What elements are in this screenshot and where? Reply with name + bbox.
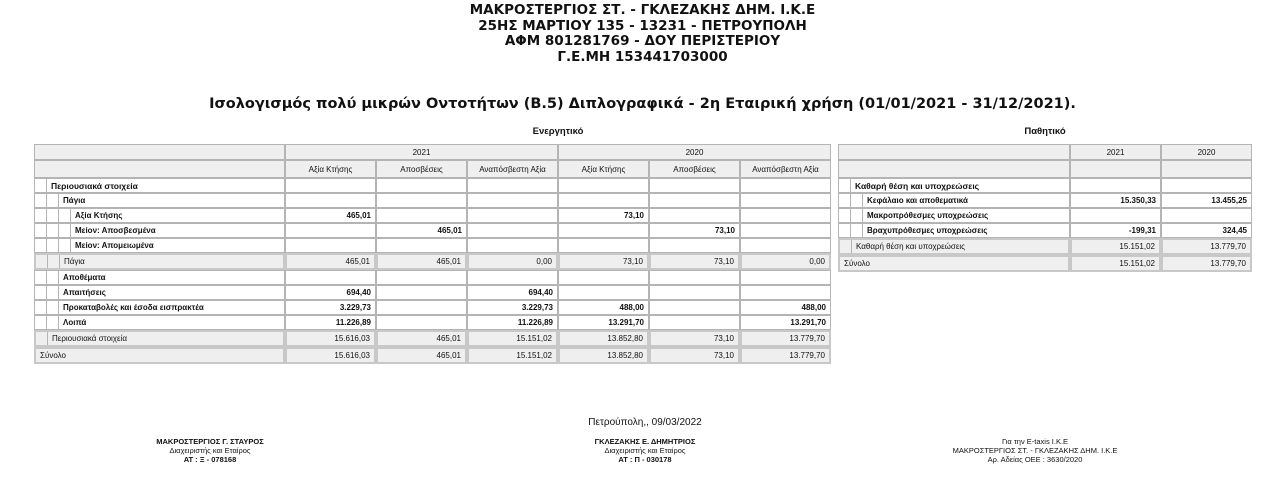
row-label-text: Καθαρή θέση και υποχρεώσεις <box>856 242 966 251</box>
liabilities-blank-header-row <box>838 160 1252 178</box>
row-label <box>34 253 285 270</box>
col-header-acquisition-2021: Αξία Κτήσης <box>285 160 376 178</box>
liabilities-row <box>838 223 1252 238</box>
assets-table <box>34 144 831 364</box>
value-cell <box>285 223 376 238</box>
indent-guide <box>58 300 59 315</box>
header-blank <box>34 160 285 178</box>
value-cell: 73,10 <box>649 223 740 238</box>
indent-guide <box>70 238 71 253</box>
value-cell <box>467 270 558 285</box>
value-cell: 15.151,02 <box>467 330 558 347</box>
row-label <box>838 178 1070 193</box>
liabilities-table <box>838 144 1252 272</box>
assets-year-2020: 2020 <box>558 144 831 160</box>
value-cell: 13.779,70 <box>740 347 831 364</box>
row-label <box>34 208 285 223</box>
row-label-text: Σύνολο <box>844 259 870 268</box>
indent-guide <box>862 193 863 208</box>
value-cell <box>740 208 831 223</box>
row-label <box>838 238 1070 255</box>
liabilities-row <box>838 208 1252 223</box>
company-registry: Γ.Ε.ΜΗ 153441703000 <box>557 48 728 65</box>
value-cell <box>285 238 376 253</box>
header-blank <box>838 160 1070 178</box>
value-cell <box>649 238 740 253</box>
liabilities-year-2021: 2021 <box>1070 144 1161 160</box>
value-cell <box>558 285 649 300</box>
value-cell: 465,01 <box>376 253 467 270</box>
indent-guide <box>46 300 47 315</box>
assets-year-2021: 2021 <box>285 144 558 160</box>
company-header <box>0 3 1285 65</box>
value-cell <box>649 193 740 208</box>
value-cell <box>740 178 831 193</box>
col-header-acquisition-2020: Αξία Κτήσης <box>558 160 649 178</box>
liabilities-section-title: Παθητικό <box>1024 126 1066 137</box>
accountant-firm: Για την E-taxis Ι.Κ.Ε <box>1001 437 1069 446</box>
value-cell: 13.852,80 <box>558 347 649 364</box>
indent-guide <box>851 239 852 254</box>
value-cell: 465,01 <box>376 223 467 238</box>
assets-year-header-row <box>34 144 831 160</box>
row-label-text: Πάγια <box>64 257 85 266</box>
accountant-license: Αρ. Αδείας ΟΕΕ : 3630/2020 <box>987 455 1083 464</box>
indent-guide <box>46 285 47 300</box>
row-label-text: Προκαταβολές και έσοδα εισπρακτέα <box>63 303 204 312</box>
row-label <box>34 270 285 285</box>
value-cell <box>1070 178 1161 193</box>
value-cell: 694,40 <box>285 285 376 300</box>
value-cell <box>649 300 740 315</box>
col-header-depreciation-2021: Αποσβέσεις <box>376 160 467 178</box>
value-cell <box>376 238 467 253</box>
indent-guide <box>58 315 59 330</box>
value-cell <box>376 270 467 285</box>
value-cell <box>467 223 558 238</box>
assets-section-title: Ενεργητικό <box>532 126 584 137</box>
value-cell <box>649 178 740 193</box>
row-label-text: Βραχυπρόθεσμες υποχρεώσεις <box>867 226 988 235</box>
row-label-text: Σύνολο <box>40 351 66 360</box>
value-cell: 13.455,25 <box>1161 193 1252 208</box>
col-header-net-value-2021: Αναπόσβεστη Αξία <box>467 160 558 178</box>
header-blank <box>1161 160 1252 178</box>
indent-guide <box>850 208 851 223</box>
header-blank <box>1070 160 1161 178</box>
row-label <box>34 330 285 347</box>
value-cell: 694,40 <box>467 285 558 300</box>
row-label-text: Αποθέματα <box>63 273 106 282</box>
value-cell <box>1070 208 1161 223</box>
signatory-id: ΑΤ : Π - 030178 <box>618 455 672 464</box>
indent-guide <box>862 208 863 223</box>
value-cell: 324,45 <box>1161 223 1252 238</box>
signatory-role: Διαχειριστής και Εταίρος <box>604 446 686 455</box>
value-cell: 488,00 <box>740 300 831 315</box>
signatory-name: ΓΚΛΕΖΑΚΗΣ Ε. ΔΗΜΗΤΡΙΟΣ <box>594 437 696 446</box>
value-cell <box>558 238 649 253</box>
value-cell <box>467 238 558 253</box>
company-tax-id: ΑΦΜ 801281769 - ΔΟΥ ΠΕΡΙΣΤΕΡΙΟΥ <box>504 33 781 49</box>
assets-row <box>34 238 831 253</box>
signatory-1 <box>110 437 310 464</box>
liabilities-row <box>838 255 1252 272</box>
row-label <box>34 300 285 315</box>
value-cell: 13.852,80 <box>558 330 649 347</box>
value-cell: 0,00 <box>467 253 558 270</box>
col-header-net-value-2020: Αναπόσβεστη Αξία <box>740 160 831 178</box>
value-cell <box>740 285 831 300</box>
value-cell: 488,00 <box>558 300 649 315</box>
row-label <box>838 223 1070 238</box>
value-cell <box>467 178 558 193</box>
assets-row <box>34 300 831 315</box>
indent-guide <box>46 193 47 208</box>
value-cell <box>649 315 740 330</box>
value-cell <box>285 193 376 208</box>
row-label-text: Απαιτήσεις <box>63 288 106 297</box>
indent-guide <box>862 223 863 238</box>
value-cell <box>558 193 649 208</box>
row-label-text: Μείον: Αποσβεσμένα <box>75 226 156 235</box>
indent-guide <box>47 331 48 346</box>
value-cell <box>1161 208 1252 223</box>
row-label-text: Μείον: Απομειωμένα <box>75 241 154 250</box>
value-cell <box>376 193 467 208</box>
value-cell <box>740 223 831 238</box>
value-cell <box>285 178 376 193</box>
value-cell <box>376 300 467 315</box>
value-cell <box>649 208 740 223</box>
row-label <box>34 223 285 238</box>
header-blank <box>34 144 285 160</box>
header-blank <box>838 144 1070 160</box>
value-cell: 15.350,33 <box>1070 193 1161 208</box>
indent-guide <box>46 178 47 193</box>
value-cell: 15.151,02 <box>1070 238 1161 255</box>
value-cell: 15.616,03 <box>285 330 376 347</box>
row-label-text: Πάγια <box>63 196 86 205</box>
assets-row <box>34 315 831 330</box>
value-cell: 465,01 <box>285 208 376 223</box>
value-cell: 15.151,02 <box>1070 255 1161 272</box>
assets-row <box>34 193 831 208</box>
value-cell: 73,10 <box>649 330 740 347</box>
accountant-signatory <box>920 437 1150 464</box>
value-cell: 13.291,70 <box>740 315 831 330</box>
value-cell: 465,01 <box>376 347 467 364</box>
value-cell: 11.226,89 <box>467 315 558 330</box>
value-cell <box>376 285 467 300</box>
value-cell <box>740 193 831 208</box>
indent-guide <box>850 178 851 193</box>
assets-row <box>34 347 831 364</box>
row-label-text: Μακροπρόθεσμες υποχρεώσεις <box>867 211 989 220</box>
liabilities-year-2020: 2020 <box>1161 144 1252 160</box>
value-cell <box>467 208 558 223</box>
row-label-text: Περιουσιακά στοιχεία <box>52 334 127 343</box>
indent-guide <box>58 270 59 285</box>
value-cell: 0,00 <box>740 253 831 270</box>
row-label <box>838 193 1070 208</box>
indent-guide <box>59 254 60 269</box>
row-label <box>34 347 285 364</box>
row-label-text: Λοιπά <box>63 318 87 327</box>
value-cell <box>376 178 467 193</box>
value-cell <box>649 270 740 285</box>
row-label <box>838 208 1070 223</box>
value-cell <box>740 270 831 285</box>
indent-guide <box>46 315 47 330</box>
indent-guide <box>46 270 47 285</box>
value-cell: 73,10 <box>649 253 740 270</box>
value-cell <box>1161 178 1252 193</box>
value-cell: 11.226,89 <box>285 315 376 330</box>
assets-column-header-row <box>34 160 831 178</box>
indent-guide <box>46 223 47 238</box>
value-cell <box>740 238 831 253</box>
value-cell: 73,10 <box>558 253 649 270</box>
row-label <box>34 315 285 330</box>
indent-guide <box>58 208 59 223</box>
indent-guide <box>46 238 47 253</box>
report-title: Ισολογισμός πολύ μικρών Οντοτήτων (Β.5) Διπλογραφικά - 2η Εταιρική χρήση (01/01/2021 - 31/12/2021). <box>209 96 1076 112</box>
value-cell: 465,01 <box>376 330 467 347</box>
value-cell: 13.779,70 <box>1161 238 1252 255</box>
row-label <box>34 178 285 193</box>
indent-guide <box>850 193 851 208</box>
signatory-2 <box>545 437 745 464</box>
signatory-id: ΑΤ : Ξ - 078168 <box>183 455 237 464</box>
liabilities-row <box>838 178 1252 193</box>
value-cell: 13.779,70 <box>1161 255 1252 272</box>
row-label-text: Αξία Κτήσης <box>75 211 123 220</box>
value-cell <box>558 270 649 285</box>
value-cell <box>558 178 649 193</box>
indent-guide <box>70 208 71 223</box>
indent-guide <box>58 238 59 253</box>
value-cell <box>376 208 467 223</box>
value-cell <box>376 315 467 330</box>
assets-row <box>34 270 831 285</box>
value-cell: 13.779,70 <box>740 330 831 347</box>
liabilities-year-header-row <box>838 144 1252 160</box>
indent-guide <box>850 223 851 238</box>
indent-guide <box>58 193 59 208</box>
value-cell: 465,01 <box>285 253 376 270</box>
value-cell: 3.229,73 <box>285 300 376 315</box>
value-cell: 73,10 <box>649 347 740 364</box>
accountant-company: ΜΑΚΡΟΣΤΕΡΓΙΟΣ ΣΤ. - ΓΚΛΕΖΑΚΗΣ ΔΗΜ. Ι.Κ.Ε <box>952 446 1118 455</box>
assets-row <box>34 223 831 238</box>
value-cell <box>558 223 649 238</box>
value-cell: -199,31 <box>1070 223 1161 238</box>
value-cell: 15.151,02 <box>467 347 558 364</box>
value-cell <box>467 193 558 208</box>
col-header-depreciation-2020: Αποσβέσεις <box>649 160 740 178</box>
value-cell <box>285 270 376 285</box>
row-label <box>838 255 1070 272</box>
assets-row <box>34 285 831 300</box>
liabilities-row <box>838 238 1252 255</box>
assets-row <box>34 253 831 270</box>
value-cell: 15.616,03 <box>285 347 376 364</box>
signatory-role: Διαχειριστής και Εταίρος <box>169 446 251 455</box>
row-label-text: Περιουσιακά στοιχεία <box>51 180 138 191</box>
value-cell <box>649 285 740 300</box>
liabilities-row <box>838 193 1252 208</box>
indent-guide <box>58 223 59 238</box>
assets-row <box>34 208 831 223</box>
indent-guide <box>47 254 48 269</box>
place-date: Πετρούπολη,, 09/03/2022 <box>588 417 702 428</box>
value-cell: 13.291,70 <box>558 315 649 330</box>
signatory-name: ΜΑΚΡΟΣΤΕΡΓΙΟΣ Γ. ΣΤΑΥΡΟΣ <box>156 437 264 446</box>
value-cell: 3.229,73 <box>467 300 558 315</box>
company-name: ΜΑΚΡΟΣΤΕΡΓΙΟΣ ΣΤ. - ΓΚΛΕΖΑΚΗΣ ΔΗΜ. Ι.Κ.Ε <box>469 2 816 18</box>
row-label <box>34 238 285 253</box>
row-label-text: Κεφάλαιο και αποθεματικά <box>867 196 968 205</box>
assets-row <box>34 330 831 347</box>
company-address: 25ΗΣ ΜΑΡΤΙΟΥ 135 - 13231 - ΠΕΤΡΟΥΠΟΛΗ <box>478 17 807 34</box>
value-cell: 73,10 <box>558 208 649 223</box>
indent-guide <box>70 223 71 238</box>
assets-row <box>34 178 831 193</box>
row-label <box>34 285 285 300</box>
row-label-text: Καθαρή θέση και υποχρεώσεις <box>855 180 980 191</box>
row-label <box>34 193 285 208</box>
indent-guide <box>46 208 47 223</box>
indent-guide <box>58 285 59 300</box>
